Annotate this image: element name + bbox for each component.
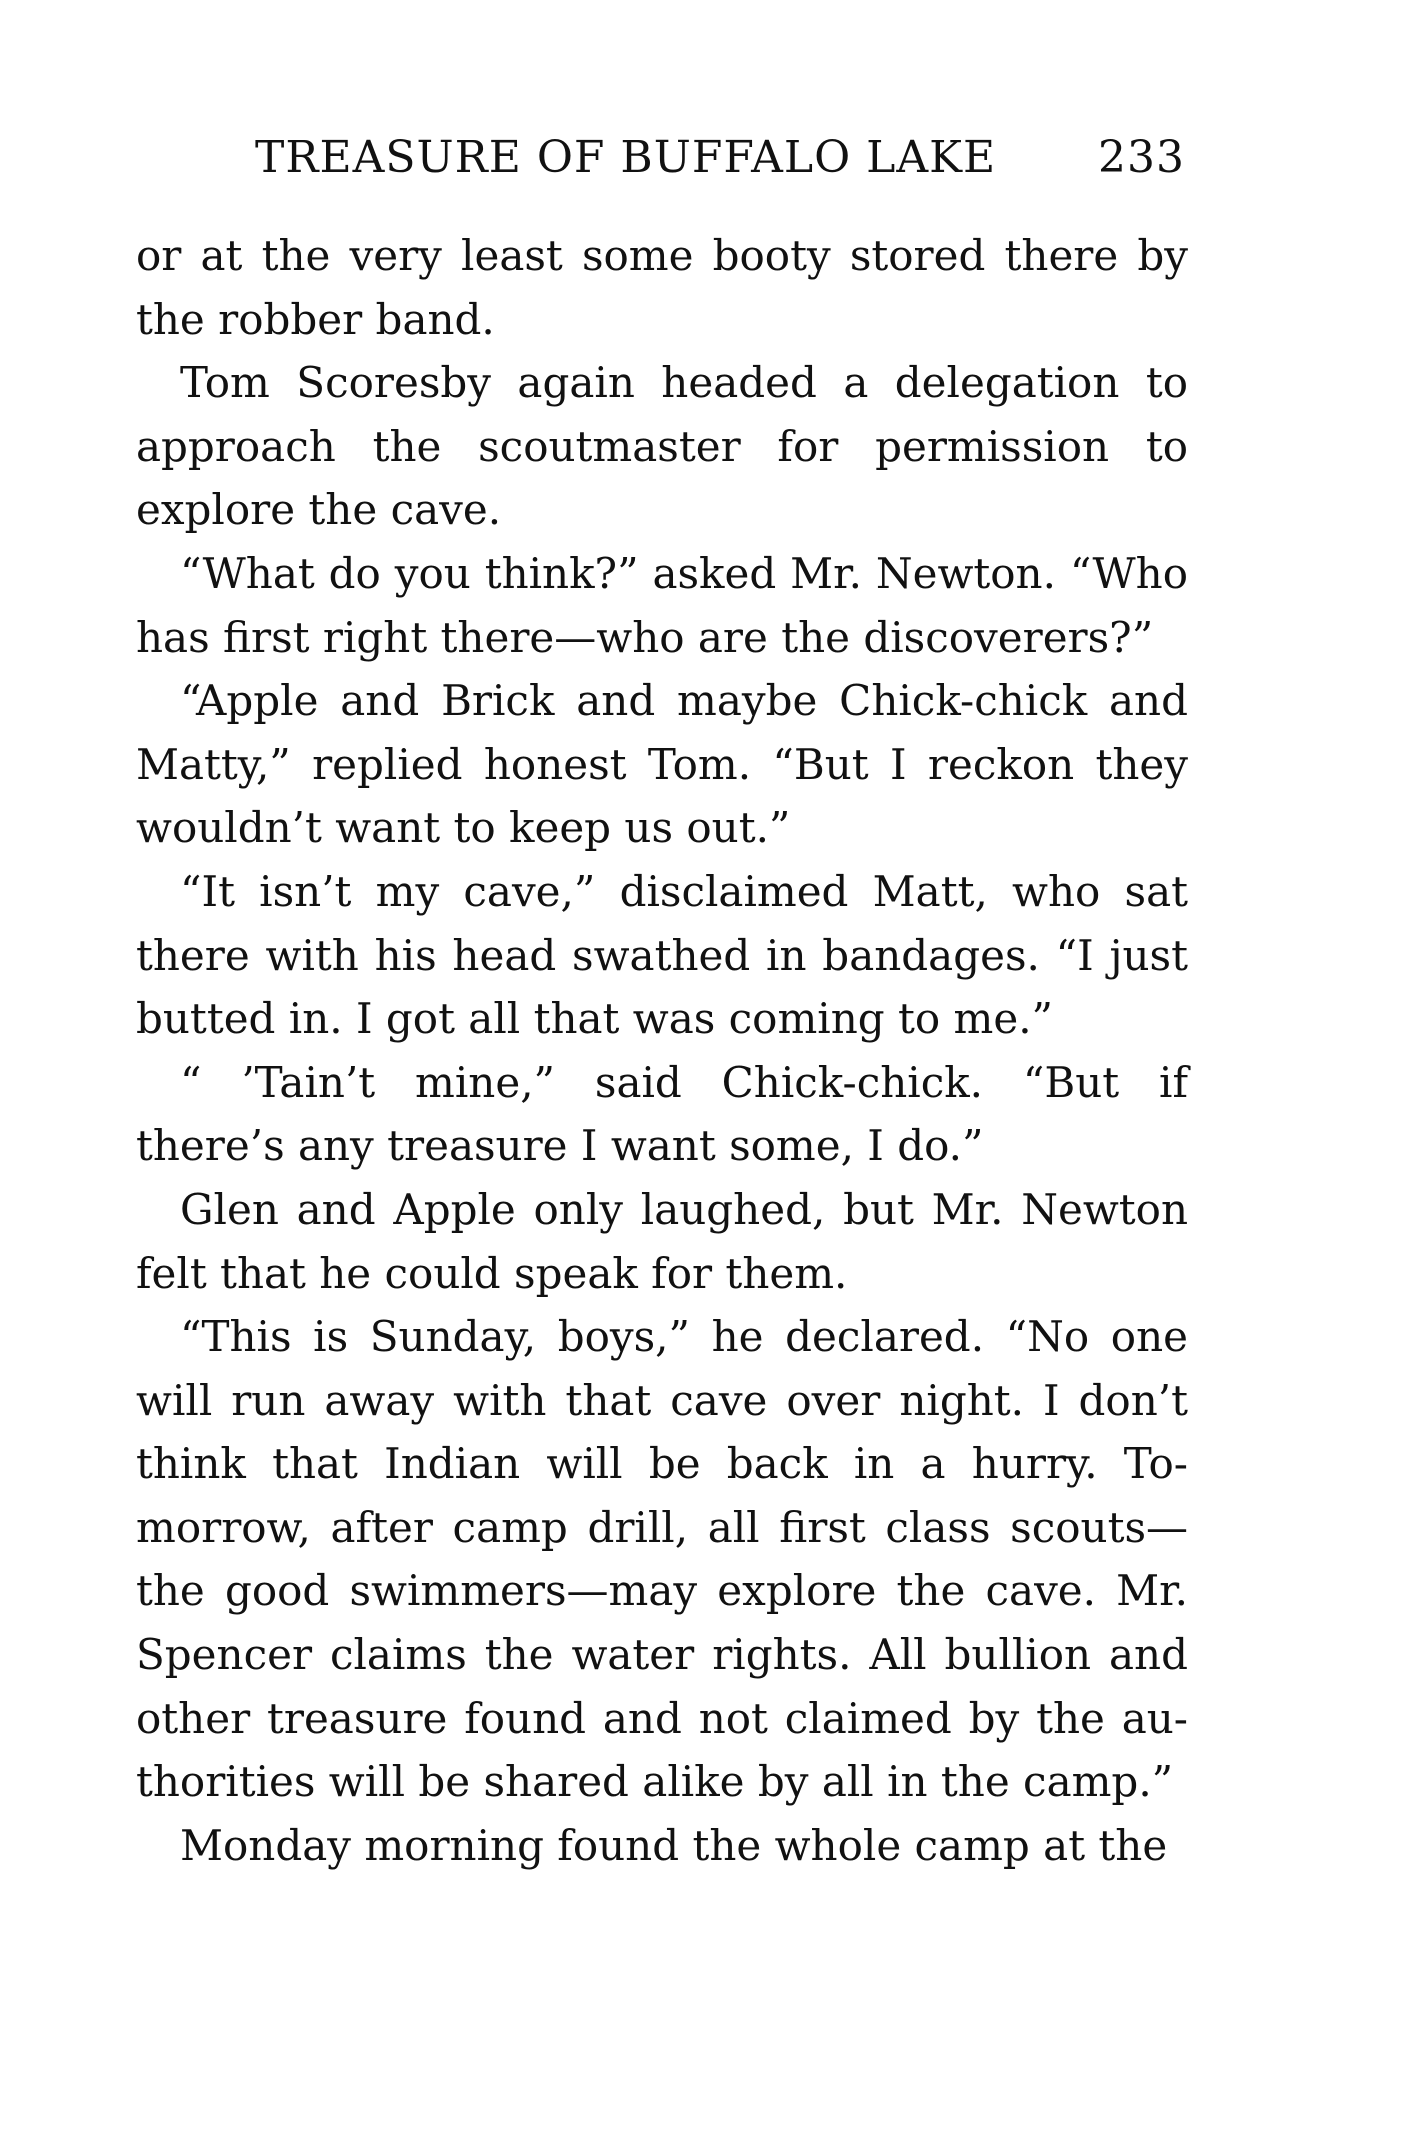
paragraph: “ ’Tain’t mine,” said Chick-chick. “But if there’s any treasure I want some, I do.” [136, 1057, 1188, 1171]
paragraph: “What do you think?” asked Mr. Newton. “Who has first right there—who are the discoverers?” [136, 548, 1188, 662]
paragraph: “This is Sunday, boys,” he declared. “No one will run away with that cave over night. I don’t think that Indian will be back in a hurry. Tomorrow, after camp drill, all first class scouts—the good swimmers—may explore the cave. Mr. Spencer claims the water rights. All bullion and other treasure found and not claimed by the authorities will be shared alike by all in the camp.” [136, 1312, 1188, 1807]
running-head [255, 128, 1185, 188]
paragraph: “It isn’t my cave,” disclaimed Matt, who sat there with his head swathed in bandages. “I just butted in. I got all that was coming to me.” [136, 866, 1188, 1044]
paragraph: Glen and Apple only laughed, but Mr. Newton felt that he could speak for them. [136, 1184, 1188, 1298]
running-title: TREASURE OF BUFFALO LAKE [255, 132, 997, 183]
page-number: 233 [1098, 132, 1185, 183]
paragraph: “Apple and Brick and maybe Chick-chick and Matty,” replied honest Tom. “But I reckon they wouldn’t want to keep us out.” [136, 676, 1188, 853]
paragraph: Tom Scoresby again headed a delegation to approach the scoutmaster for permission to explore the cave. [136, 358, 1188, 535]
paragraph: or at the very least some booty stored there by the robber band. [136, 231, 1188, 344]
paragraph: Monday morning found the whole camp at the [180, 1820, 1168, 1870]
body-text [136, 224, 1188, 1877]
